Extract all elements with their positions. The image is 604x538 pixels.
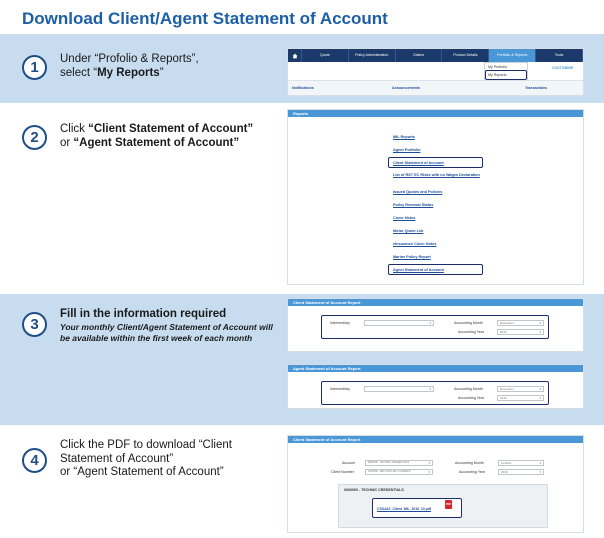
client-number-select[interactable]: 0473056 - ABC OLD LADY COMPANY ▾ xyxy=(365,469,433,475)
pdf-download-screenshot xyxy=(287,435,584,533)
home-icon[interactable] xyxy=(288,49,302,62)
portal-navbar xyxy=(288,49,583,62)
step-3-note: Your monthly Client/Agent Statement of Account will be available within the first week of each month xyxy=(60,321,273,343)
report-einsurance-cover-notes[interactable]: eInsurance Cover Notes xyxy=(393,242,437,246)
report-agent-portfolio[interactable]: Agent Portfolio xyxy=(393,148,421,152)
step-4-number: 4 xyxy=(22,448,47,473)
client-statement-highlight xyxy=(388,157,483,168)
report-mil-reports[interactable]: MIL Reports xyxy=(393,135,415,139)
step-3-heading: Fill in the information required xyxy=(60,308,227,320)
step-2-click: Click xyxy=(60,123,89,135)
pdf-month-label: Accounting Month xyxy=(455,461,484,465)
client-year-value: 2016 xyxy=(500,330,507,334)
step-1-line2-bold: My Reports xyxy=(97,66,160,79)
report-marine-policy[interactable]: Marine Policy Report xyxy=(393,255,431,259)
step-1-line2-suffix: ” xyxy=(159,66,164,79)
step-4-band xyxy=(0,425,604,538)
step-3-band xyxy=(0,294,604,425)
client-intermediary-label: Intermediary xyxy=(330,321,350,325)
pdf-month-select[interactable]: October ▾ xyxy=(498,460,544,466)
step-2-agent-label: “Agent Statement of Account” xyxy=(73,136,240,149)
pdf-download-link[interactable]: CSOA10_Client_MIL_2016_10.pdf xyxy=(377,507,431,511)
client-form-highlight xyxy=(321,315,549,339)
step-4-line1: Click the PDF to download “Client xyxy=(60,439,232,451)
agent-month-select[interactable]: November ▾ xyxy=(497,386,544,392)
pdf-icon[interactable]: PDF xyxy=(445,500,452,509)
client-intermediary-select[interactable]: ▾ xyxy=(364,320,434,326)
report-rst-ec-risks[interactable]: List of RST EC Risks with no Wages Declaration xyxy=(393,173,480,177)
step-3-number: 3 xyxy=(22,312,47,337)
agent-form-highlight xyxy=(321,381,549,405)
agent-soa-header: Agent Statement of Account Report xyxy=(288,365,583,372)
pdf-year-select[interactable]: 2016 ▾ xyxy=(498,469,544,475)
nav-policy-administration[interactable]: Policy Administration xyxy=(349,49,396,62)
client-soa-header: Client Statement of Account Report xyxy=(288,299,583,306)
result-panel xyxy=(338,484,548,528)
nav-portfolio-reports[interactable]: Portfolio & Reports xyxy=(489,49,536,62)
step-2-number: 2 xyxy=(22,125,47,150)
agent-month-value: November xyxy=(500,387,514,391)
step-1-line1: Under “Profolio & Reports”, xyxy=(60,53,199,65)
dropdown-my-reports[interactable]: My Reports xyxy=(488,73,507,77)
result-title: 6000000 - TECHNIC CREDENTIALS xyxy=(344,488,404,492)
step-2-or: or xyxy=(60,136,74,149)
client-number-value: 0473056 - ABC OLD LADY COMPANY xyxy=(368,470,412,473)
client-year-label: Accounting Year xyxy=(458,330,484,334)
step-1-text xyxy=(60,53,280,80)
report-cover-notes[interactable]: Cover Notes xyxy=(393,216,416,220)
client-number-label: Client Number xyxy=(331,470,354,474)
report-agent-statement[interactable]: Agent Statement of Account xyxy=(393,268,444,272)
agent-year-value: 2016 xyxy=(500,396,507,400)
section-notifications[interactable]: Notifications xyxy=(292,86,314,90)
report-policy-renewal[interactable]: Policy Renewal Status xyxy=(393,203,434,207)
my-reports-highlight xyxy=(485,70,527,80)
agent-soa-form-screenshot xyxy=(287,364,584,409)
nav-claims[interactable]: Claims xyxy=(396,49,443,62)
client-soa-form-screenshot xyxy=(287,298,584,352)
step-3-text xyxy=(60,308,280,344)
report-client-statement[interactable]: Client Statement of Account xyxy=(393,161,444,165)
client-month-select[interactable]: December ▾ xyxy=(497,320,544,326)
reports-list-screenshot xyxy=(287,109,584,285)
dashboard-sections xyxy=(288,80,584,96)
step-1-line2-prefix: select “ xyxy=(60,66,98,79)
nav-product-details[interactable]: Product Details xyxy=(442,49,489,62)
customise-link[interactable]: CUSTOMISE xyxy=(552,66,574,70)
section-transactions[interactable]: Transactions xyxy=(525,86,548,90)
step-4-line3: or “Agent Statement of Account” xyxy=(60,466,224,478)
pdf-link-highlight xyxy=(372,498,462,518)
pdf-year-label: Accounting Year xyxy=(459,470,485,474)
pdf-soa-header: Client Statement of Account Report xyxy=(288,436,583,443)
agent-statement-highlight xyxy=(388,264,483,275)
step-1-number: 1 xyxy=(22,55,47,80)
agent-month-label: Accounting Month xyxy=(454,387,483,391)
report-motor-quote-list[interactable]: Motor Quote List xyxy=(393,229,424,233)
step-2-band xyxy=(0,103,604,294)
report-issued-quotes[interactable]: Issued Quotes and Policies xyxy=(393,190,443,194)
client-month-value: December xyxy=(500,321,514,325)
pdf-year-value: 2016 xyxy=(501,470,508,474)
agent-year-select[interactable]: 2016 ▾ xyxy=(497,395,544,401)
page-title: Download Client/Agent Statement of Account xyxy=(22,9,388,28)
dropdown-my-portfolio[interactable]: My Portfolio xyxy=(488,65,507,69)
nav-tools[interactable]: Tools xyxy=(536,49,583,62)
account-select[interactable]: 6000000 - TECHNIC CREDENTIALS ▾ xyxy=(365,460,433,466)
section-announcements[interactable]: Announcements xyxy=(392,86,421,90)
step-4-text xyxy=(60,439,280,480)
client-month-label: Accounting Month xyxy=(454,321,483,325)
step-2-client-label: “Client Statement of Account” xyxy=(88,123,254,135)
step-4-line2: Statement of Account” xyxy=(60,452,174,465)
reports-header: Reports xyxy=(288,110,583,117)
step-1-band xyxy=(0,34,604,103)
account-label: Account xyxy=(342,461,355,465)
agent-intermediary-label: Intermediary xyxy=(330,387,350,391)
account-value: 6000000 - TECHNIC CREDENTIALS xyxy=(368,461,410,464)
agent-year-label: Accounting Year xyxy=(458,396,484,400)
portal-menu-screenshot xyxy=(287,48,584,96)
pdf-month-value: October xyxy=(501,461,512,465)
nav-quote[interactable]: Quote xyxy=(302,49,349,62)
step-2-text xyxy=(60,123,280,150)
agent-intermediary-select[interactable]: ▾ xyxy=(364,386,434,392)
client-year-select[interactable]: 2016 ▾ xyxy=(497,329,544,335)
